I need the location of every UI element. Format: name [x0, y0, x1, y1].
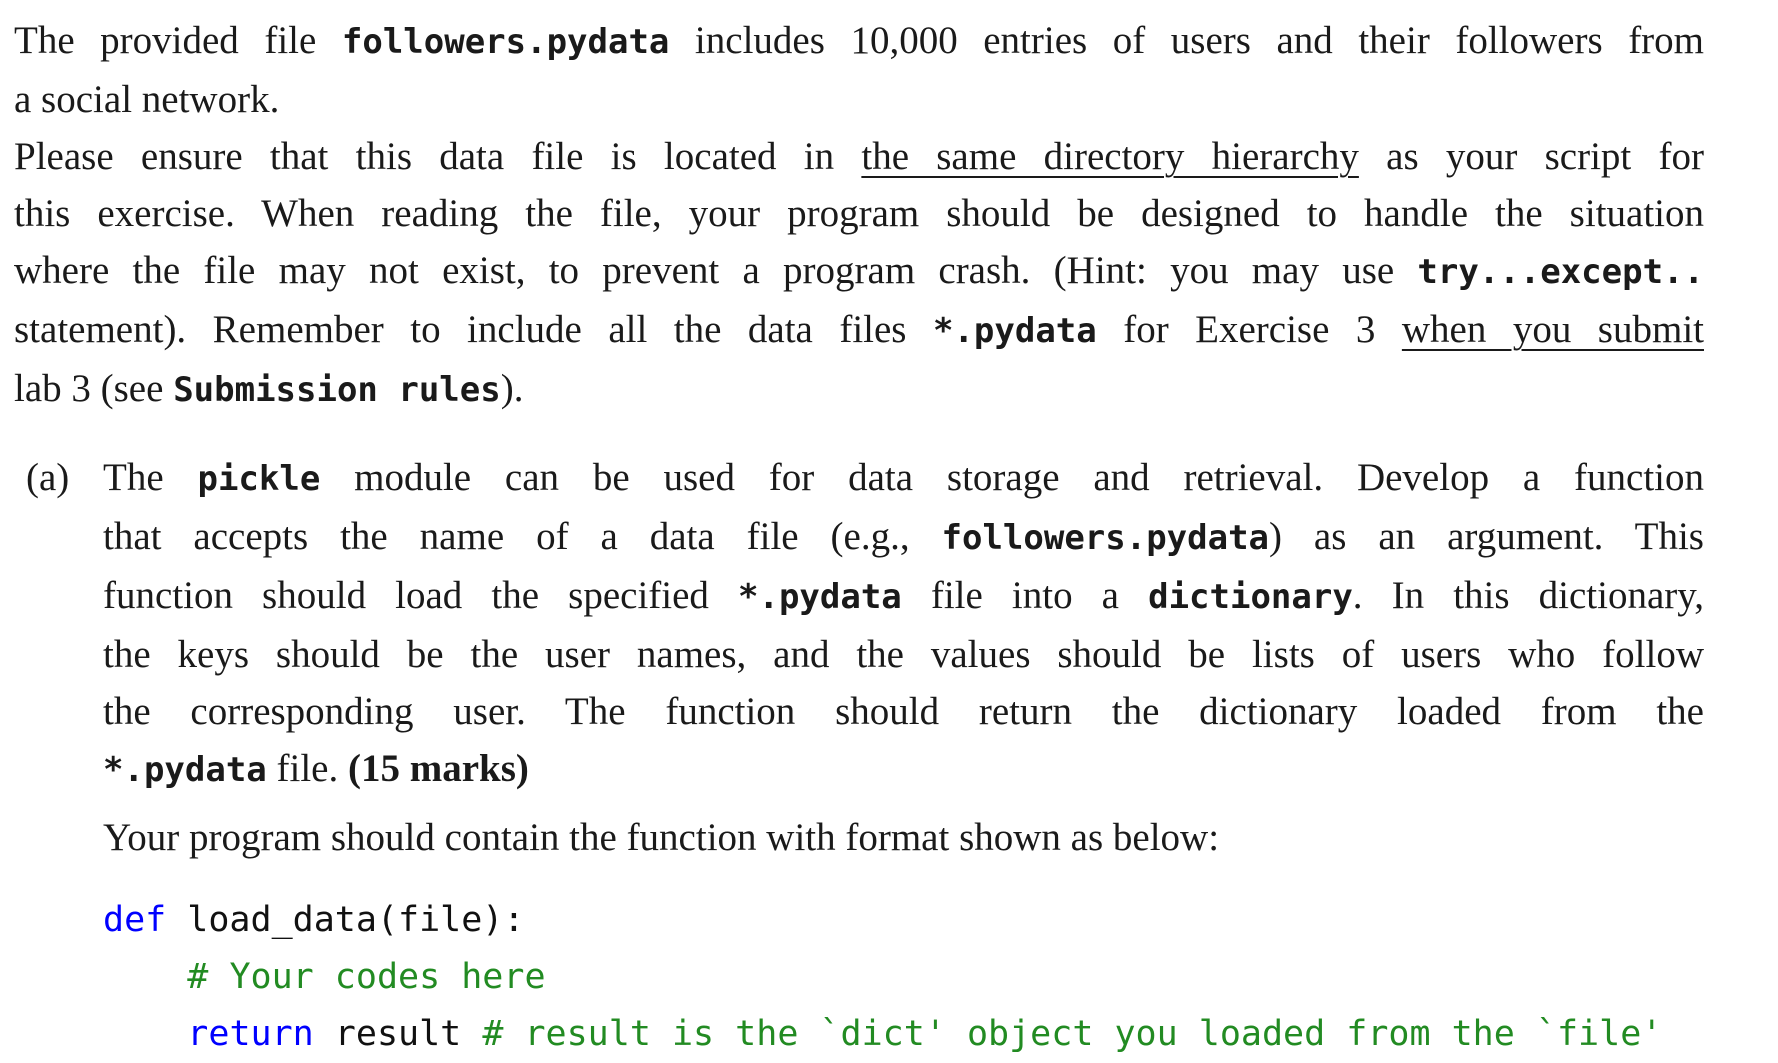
text-line: this exercise. When reading the file, your program should be designed to handle the situation	[14, 192, 1704, 235]
code-block	[103, 892, 1662, 1063]
inline-code: dictionary	[1148, 577, 1353, 617]
text-line: a social network.	[14, 78, 280, 121]
code-line: return result # result is the `dict' object you loaded from the `file'	[187, 1014, 1663, 1054]
inline-code: followers.pydata	[941, 518, 1270, 558]
code-comment: # Your codes here	[187, 957, 546, 997]
inline-code: *.pydata	[932, 311, 1097, 351]
text-line: where the file may not exist, to prevent a program crash. (Hint: you may use try...except..	[14, 249, 1704, 292]
text-line: the keys should be the user names, and the values should be lists of users who follow	[103, 633, 1704, 676]
underlined-text: when you submit	[1401, 308, 1704, 351]
intro-paragraph	[14, 12, 1704, 419]
text-line: function should load the specified *.pydata file into a dictionary. In this dictionary,	[103, 574, 1704, 617]
question-body	[103, 449, 1704, 799]
question-label: (a)	[26, 456, 70, 499]
text-line: Please ensure that this data file is located in the same directory hierarchy as your script for	[14, 135, 1704, 178]
text-line: the corresponding user. The function should return the dictionary loaded from the	[103, 690, 1704, 733]
text-line: lab 3 (see Submission rules).	[14, 367, 524, 410]
keyword: return	[187, 1014, 314, 1054]
code-intro-text: Your program should contain the function with format shown as below:	[103, 816, 1220, 859]
code-line	[103, 949, 1662, 1006]
code-line: def load_data(file):	[103, 900, 525, 940]
inline-code: pickle	[197, 459, 321, 499]
inline-code: followers.pydata	[341, 22, 670, 62]
keyword: def	[103, 900, 167, 940]
code-comment: # result is the `dict' object you loaded from the `file'	[482, 1014, 1663, 1054]
marks-label: (15 marks)	[347, 747, 529, 790]
inline-code: try...except..	[1417, 252, 1704, 292]
text-line: that accepts the name of a data file (e.g., followers.pydata) as an argument. This	[103, 515, 1704, 558]
text-line: *.pydata file. (15 marks)	[103, 747, 529, 790]
text-line: statement). Remember to include all the data files *.pydata for Exercise 3 when you submit	[14, 308, 1704, 351]
inline-code: Submission rules	[173, 370, 501, 410]
underlined-text: the same directory hierarchy	[861, 135, 1359, 178]
text-line: The provided file followers.pydata includes 10,000 entries of users and their followers from	[14, 19, 1704, 62]
text-line: The pickle module can be used for data storage and retrieval. Develop a function	[103, 456, 1704, 499]
inline-code: *.pydata	[103, 750, 267, 790]
document-page	[14, 12, 1704, 1054]
inline-code: *.pydata	[738, 577, 902, 617]
